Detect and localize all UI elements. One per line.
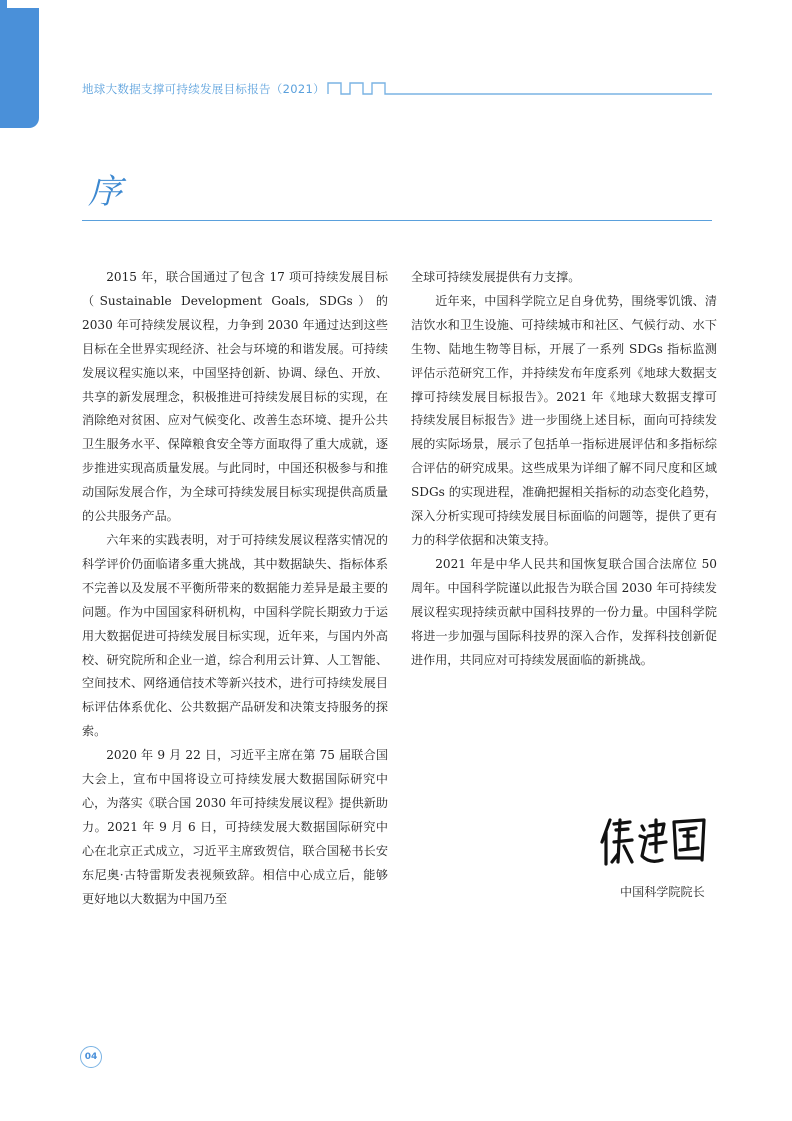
body-column-right <box>411 266 717 672</box>
page-number: 04 <box>80 1046 102 1068</box>
paragraph: 2020 年 9 月 22 日，习近平主席在第 75 届联合国大会上，宣布中国将设立可持续发展大数据国际研究中心，为落实《联合国 2030 年可持续发展议程》提供新助力。2021 年 9 月 6 日，可持续发展大数据国际研究中心在北京正式成立，习近平主席致贺信，联合国秘书长安东尼奥·古特雷斯发表视频致辞。相信中心成立后，能够更好地以大数据为中国乃至 <box>82 748 388 906</box>
chapter-title: 序 <box>88 172 122 212</box>
signatory-title: 中国科学院院长 <box>620 885 705 899</box>
running-header: 地球大数据支撑可持续发展目标报告（2021） <box>82 82 325 96</box>
paragraph: 2021 年是中华人民共和国恢复联合国合法席位 50 周年。中国科学院谨以此报告为联合国 2030 年可持续发展议程实现持续贡献中国科技界的一份力量。中国科学院将进一步加强与国际科技界的深入合作，发挥科技创新促进作用，共同应对可持续发展面临的新挑战。 <box>411 556 717 667</box>
side-tab-decoration <box>7 8 39 128</box>
paragraph: 全球可持续发展提供有力支撑。 <box>411 270 581 284</box>
signature-image <box>598 812 714 872</box>
header-rule-decoration <box>326 80 712 96</box>
paragraph: 2015 年，联合国通过了包含 17 项可持续发展目标（Sustainable Development Goals, SDGs）的 2030 年可持续发展议程，力争到 2030 年通过达到这些目标在全世界实现经济、社会与环境的和谐发展。可持续发展议程实施以来，中国坚持创新、协调、绿色、开放、共享的新发展理念，积极推进可持续发展目标的实现，在消除绝对贫困、应对气候变化、改善生态环境、提升公共卫生服务水平、保障粮食安全等方面取得了重大成就，逐步推进实现高质量发展。与此同时，中国还积极参与和推动国际发展合作，为全球可持续发展目标实现提供高质量的公共服务产品。 <box>82 270 388 524</box>
body-column-left <box>82 266 388 911</box>
paragraph: 六年来的实践表明，对于可持续发展议程落实情况的科学评价仍面临诸多重大挑战，其中数据缺失、指标体系不完善以及发展不平衡所带来的数据能力差异是最主要的问题。作为中国国家科研机构，中国科学院长期致力于运用大数据促进可持续发展目标实现，近年来，与国内外高校、研究院所和企业一道，综合利用云计算、人工智能、空间技术、网络通信技术等新兴技术，进行可持续发展目标评估体系优化、公共数据产品研发和决策支持服务的探索。 <box>82 532 388 739</box>
paragraph: 近年来，中国科学院立足自身优势，围绕零饥饿、清洁饮水和卫生设施、可持续城市和社区、气候行动、水下生物、陆地生物等目标，开展了一系列 SDGs 指标监测评估示范研究工作，并持续发布年度系列《地球大数据支撑可持续发展目标报告》。2021 年《地球大数据支撑可持续发展目标报告》进一步围绕上述目标，面向可持续发展的实际场景，展示了包括单一指标进展评估和多指标综合评估的研究成果。这些成果为详细了解不同尺度和区域 SDGs 的实现进程，准确把握相关指标的动态变化趋势，深入分析实现可持续发展目标面临的问题等，提供了更有力的科学依据和决策支持。 <box>411 293 717 547</box>
title-rule <box>82 220 712 221</box>
